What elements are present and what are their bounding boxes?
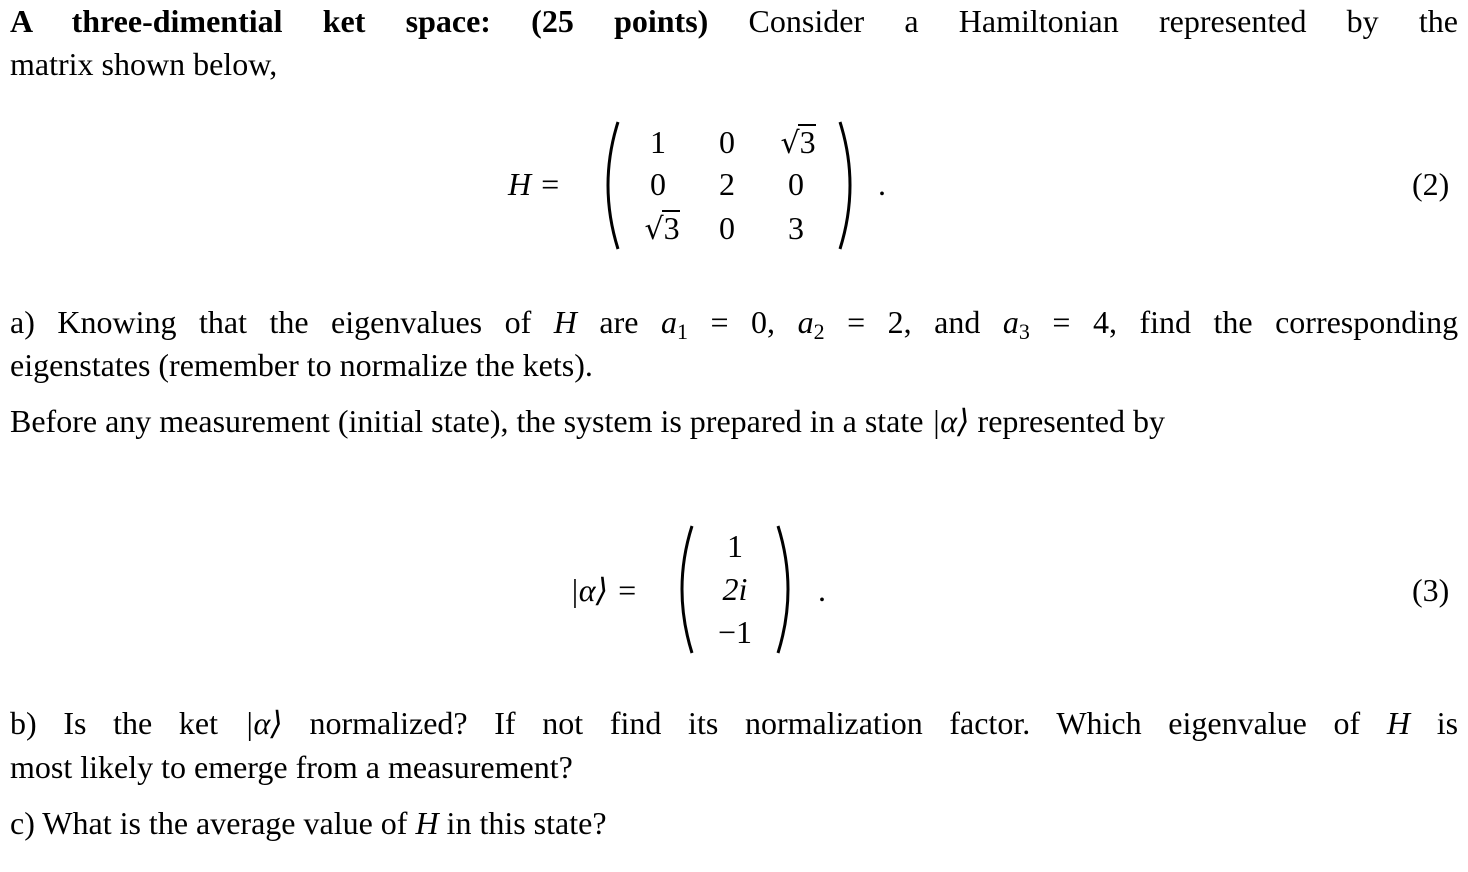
symbol-H: H — [553, 304, 577, 340]
part-b-line-1: b) Is the ket |α⟩ normalized? If not find its normalization factor. Which eigenvalue of H is — [10, 705, 1458, 741]
symbol-H: H — [1386, 705, 1411, 741]
matrix-cell-2-1: 0 — [650, 166, 666, 202]
matrix-left-paren — [596, 118, 626, 253]
matrix-cell-2-2: 2 — [719, 166, 735, 202]
problem-points: (25 points) — [531, 3, 709, 39]
matrix-cell-1-3 — [768, 122, 828, 164]
part-a-line-1: a) Knowing that the eigenvalues of H are $a_1 = 0$, $a_2 = 2$, and $a_3 = 4$, find the corresponding — [10, 304, 1458, 342]
eigenvalue-a2: $a_2$ — [797, 304, 825, 342]
vector-entry-1: 1 — [727, 528, 743, 564]
vector-entry-2: 2i — [722, 571, 748, 607]
hamiltonian-lhs: H = — [508, 166, 561, 202]
intro-line-2: matrix shown below, — [10, 46, 278, 82]
intro-text: Consider a Hamiltonian represented by the — [748, 3, 1458, 39]
ket-alpha: |α⟩ — [931, 403, 970, 439]
sqrt-symbol: √3 — [780, 124, 816, 161]
equation-3-period: . — [818, 572, 826, 608]
sqrt-symbol: √3 — [644, 210, 680, 247]
equation-2-period: . — [878, 166, 886, 202]
preparation-text: Before any measurement (initial state), the system is prepared in a state |α⟩ represented by — [10, 403, 1165, 439]
matrix-cell-1-1: 1 — [650, 124, 666, 160]
vector-entry-3: −1 — [717, 614, 753, 650]
eigenvalue-a3: $a_3$ — [1002, 304, 1030, 342]
part-b-line-2: most likely to emerge from a measurement? — [10, 749, 573, 785]
matrix-cell-3-3: 3 — [788, 210, 804, 246]
matrix-cell-1-2: 0 — [719, 124, 735, 160]
equation-3-number: (3) — [1412, 572, 1450, 608]
problem-heading — [10, 1, 1458, 41]
matrix-cell-2-3: 0 — [788, 166, 804, 202]
vector-left-paren — [670, 522, 700, 657]
vector-right-paren — [772, 522, 802, 657]
ket-lhs: |α⟩ = — [570, 572, 638, 608]
symbol-H: H — [415, 805, 439, 841]
matrix-cell-3-1 — [632, 208, 692, 250]
eigenvalue-a1: $a_1$ — [660, 304, 688, 342]
matrix-right-paren — [834, 118, 864, 253]
part-c: c) What is the average value of H in this state? — [10, 805, 607, 841]
part-a-line-2: eigenstates (remember to normalize the kets). — [10, 347, 593, 383]
ket-alpha: |α⟩ — [244, 705, 283, 741]
matrix-cell-3-2: 0 — [719, 210, 735, 246]
problem-title: A three-dimential ket space: — [10, 3, 491, 39]
equation-2-number: (2) — [1412, 166, 1450, 202]
